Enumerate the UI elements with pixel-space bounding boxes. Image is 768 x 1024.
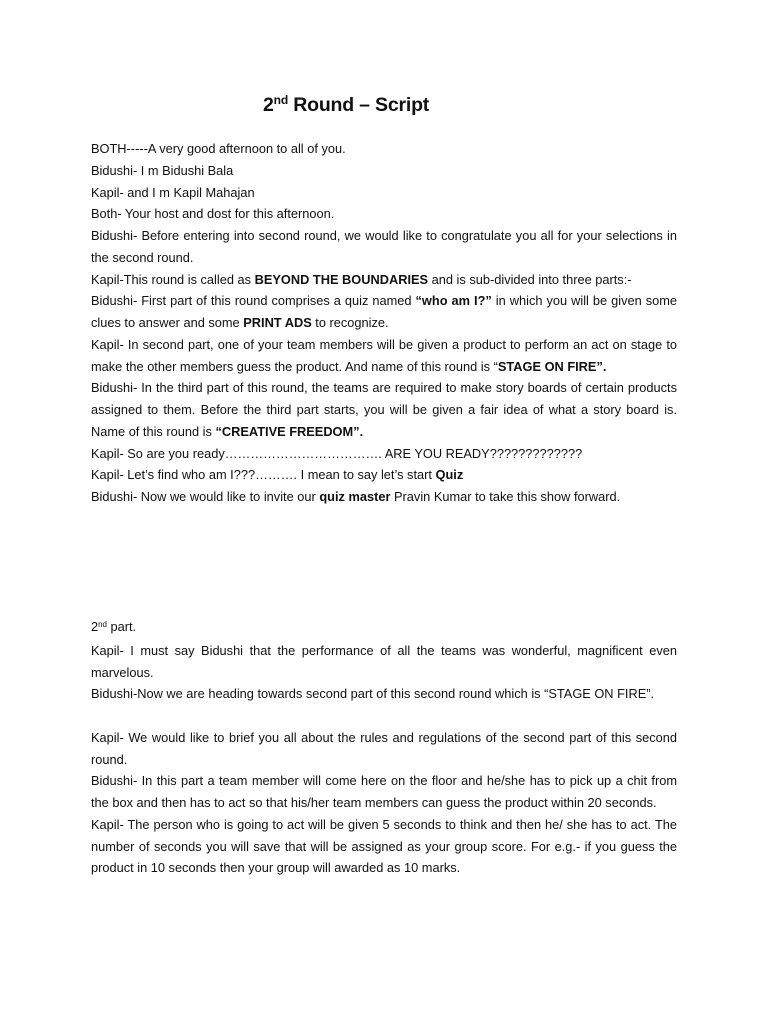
dialogue-line (91, 290, 677, 334)
text-run: BOTH-----A very good afternoon to all of you. (91, 141, 346, 156)
title-number: 2 (263, 94, 274, 116)
bold-phrase: PRINT ADS (243, 315, 312, 330)
text-run: Kapil- Let’s find who am I???………. I mean to say let’s start (91, 467, 436, 483)
dialogue-line (91, 225, 677, 269)
text-run: to recognize. (311, 315, 389, 330)
text-run: Both- Your host and dost for this afternoon. (91, 206, 335, 222)
text-run: Kapil- and I m Kapil Mahajan (91, 184, 255, 200)
dialogue-line (91, 683, 677, 705)
dialogue-line (91, 727, 677, 771)
dialogue-line (91, 640, 677, 684)
part-heading-text: part. (106, 619, 137, 634)
dialogue-line (91, 269, 677, 291)
text-run: in which you will be given some clues to answer and some (91, 293, 678, 330)
text-run: Bidushi- I m Bidushi Bala (91, 162, 234, 178)
bold-phrase: quiz master (319, 489, 391, 504)
text-run: Kapil- So are you ready………………………………. ARE YOU READY????????????? (91, 445, 583, 461)
text-run: Kapil- I must say Bidushi that the performance of all the teams was wonderful, magnificent even marvelous. (91, 642, 677, 680)
text-run: Bidushi- Before entering into second round, we would like to congratulate you all for your selections in the second round. (91, 228, 677, 265)
dialogue-line (91, 705, 677, 727)
script-section-1 (91, 138, 677, 508)
text-run: Kapil- The person who is going to act will be given 5 seconds to think and then he/ she has to act. The number of seconds you will save that will be assigned as your group score. For e.g.- if you guess the product in 10 seconds then your group will awarded as 10 marks. (91, 816, 677, 876)
dialogue-line (91, 377, 677, 442)
part-heading-ordinal-suffix: nd (98, 619, 107, 629)
part-2-dialogue (91, 640, 677, 879)
text-run: Kapil-This round is called as (91, 271, 255, 287)
text-run: and is sub-divided into three parts:- (428, 271, 632, 287)
text-run: Bidushi- In this part a team member will come here on the floor and he/she has to pick up a chit from the box and then has to act so that his/her team members can guess the product within 20 seconds. (91, 773, 677, 810)
bold-phrase: “who am I?” (415, 293, 492, 309)
bold-phrase: BEYOND THE BOUNDARIES (254, 271, 429, 287)
dialogue-line (91, 182, 677, 204)
dialogue-line (91, 486, 677, 508)
text-run: Pravin Kumar to take this show forward. (390, 489, 621, 504)
dialogue-line (91, 203, 677, 225)
dialogue-line (91, 464, 677, 486)
text-run: Bidushi- First part of this round comprises a quiz named (91, 293, 416, 309)
dialogue-line (91, 334, 677, 378)
dialogue-line (91, 814, 677, 879)
title-text: Round – Script (288, 94, 430, 116)
text-run: Kapil- In second part, one of your team members will be given a product to perform an act on stage to make the other members guess the product. And name of this round is “ (91, 336, 677, 374)
bold-phrase: STAGE ON FIRE”. (497, 358, 607, 374)
bold-phrase: “CREATIVE FREEDOM”. (215, 423, 364, 439)
dialogue-line (91, 160, 677, 182)
text-run: Bidushi- In the third part of this round, the teams are required to make story boards of certain products assigned to them. Before the third part starts, you will be given a fair idea of what a story board is. Name of this round is (91, 380, 677, 439)
bold-phrase: Quiz (435, 467, 464, 483)
title-ordinal-suffix: nd (273, 93, 289, 108)
text-run: Kapil- We would like to brief you all about the rules and regulations of the second part of this second round. (91, 729, 677, 767)
script-section-2 (91, 616, 677, 879)
text-run: Bidushi-Now we are heading towards second part of this second round which is “STAGE ON FIRE”. (91, 686, 655, 702)
dialogue-line (91, 138, 677, 160)
document-title (263, 94, 429, 117)
dialogue-line (91, 770, 677, 814)
part-2-heading (91, 616, 677, 640)
dialogue-line (91, 443, 677, 465)
part-heading-number: 2 (91, 619, 99, 634)
text-run: Bidushi- Now we would like to invite our (91, 489, 320, 504)
